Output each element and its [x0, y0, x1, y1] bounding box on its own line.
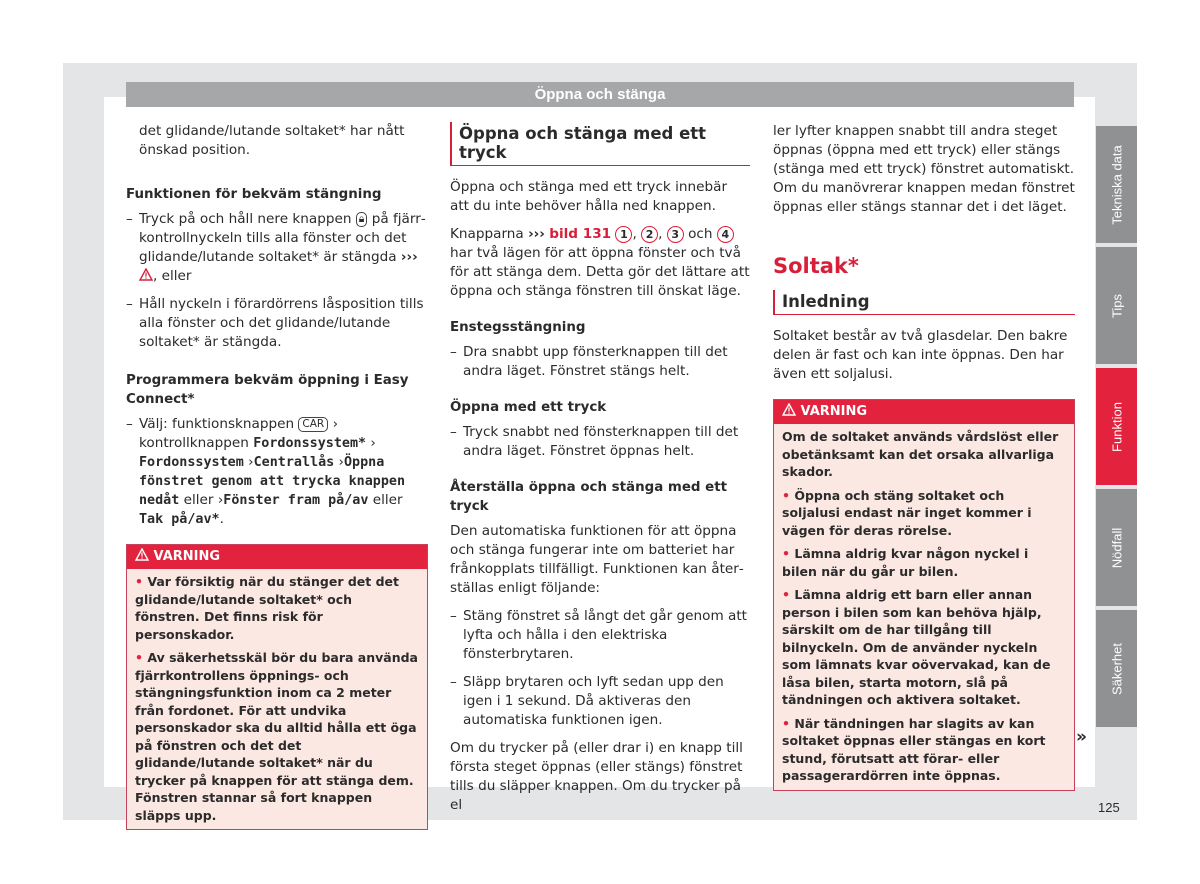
subheading: Återställa öppna och stänga med ett tryck	[450, 480, 728, 514]
menu-path-item: Centrallås	[253, 455, 335, 470]
paragraph: Knapparna ››› bild 131 1 , 2 , 3 och 4 har två lägen för att öppna fönster och två för att stänga dem. Detta gör det lättare att öppna och stänga fönstren till önskat läge.	[450, 226, 750, 299]
list-item: – Tryck snabbt ned fönsterknappen till det andra läget. Fönstret öppnas helt.	[450, 423, 750, 461]
callout-3: 3	[667, 226, 684, 243]
subheading: Enstegsstängning	[450, 320, 586, 335]
warning-bullet: • När tändningen har slagits av kan soltaket öppnas eller stängas en kort stund, förutsatt att förar- eller passagerardörren inte öppnas.	[782, 715, 1046, 783]
list-item: – Håll nyckeln i förardörrens låsposition tills alla fönster och det glidande/lutande soltaket* är stängda.	[126, 295, 428, 352]
callout-1: 1	[615, 226, 632, 243]
section-title: Öppna och stänga med ett tryck	[450, 122, 750, 166]
page-header: Öppna och stänga	[126, 82, 1074, 107]
paragraph: ler lyfter knappen snabbt till andra steget öppnas (öppna med ett tryck) eller stängs (stänga med ett tryck) fönstret automatiskt. Om du manövrerar knappen medan fönstret öppnas eller stängs stannar det i det läget.	[773, 123, 1075, 215]
menu-path-item: Tak på/av*	[139, 512, 220, 527]
list-item: – Tryck på och håll nere knappen 🔒︎ på fjärrkontrollnyckeln tills alla fönster och det glidande/lutande soltaket* är stängda ››› , eller	[126, 210, 428, 286]
warning-bullet: • Lämna aldrig kvar någon nyckel i bilen när du går ur bilen.	[782, 546, 1029, 579]
warning-bullet: • Lämna aldrig ett barn eller annan person i bilen som kan behöva hjälp, särskilt om de har tillgång till bilnyckeln. Om de använder nyckeln som lämnats kvar oövervakad, kan de låsa bilen, starta motorn, slå på tändningen och aktivera soltaket.	[782, 587, 1051, 707]
tab-funktion[interactable]: Funktion	[1096, 368, 1137, 485]
warning-header: VARNING	[774, 400, 1074, 424]
tab-nodfall[interactable]: Nödfall	[1096, 489, 1137, 606]
list-item: – Dra snabbt upp fönsterknappen till det andra läget. Fönstret stängs helt.	[450, 343, 750, 381]
tab-tips[interactable]: Tips	[1096, 247, 1137, 364]
menu-path-item: Fordonssystem	[139, 455, 244, 470]
warning-triangle-icon	[782, 403, 796, 416]
continue-arrow-icon[interactable]: »	[1076, 727, 1087, 747]
reference-arrow[interactable]: ›››	[528, 226, 545, 242]
paragraph: Soltaket består av två glasdelar. Den bakre delen är fast och kan inte öppnas. Den har även ett soljalusi.	[773, 328, 1068, 382]
car-key-icon: CAR	[298, 417, 328, 432]
menu-path-item: Öppna fönstret genom att trycka knappen nedåt	[139, 455, 406, 508]
warning-bullet: • Var försiktig när du stänger det det glidande/lutande soltaket* och fönstren. Det finns risk för personskador.	[135, 574, 399, 642]
column-1	[126, 122, 428, 830]
paragraph: Öppna och stänga med ett tryck innebär att du inte behöver hålla ned knappen.	[450, 179, 728, 214]
chapter-title: Soltak*	[773, 254, 859, 278]
callout-2: 2	[641, 226, 658, 243]
list-item: – Stäng fönstret så långt det går genom att lyfta och hålla i den elektriska fönsterbrytaren.	[450, 607, 750, 664]
subheading: Öppna med ett tryck	[450, 400, 607, 415]
warning-bullet: • Öppna och stäng soltaket och soljalusi endast när inget kommer i vägen för deras rörelse.	[782, 487, 1032, 538]
warning-bullet: • Av säkerhetsskäl bör du bara använda fjärrkontrollens öppnings- och stängningsfunktion inom ca 2 meter från fordonet. För att undvika personskador ska du alltid hålla ett öga på fönstren och det det glidande/lutande soltaket* när du trycker på knappen för att stänga dem. Fönstren stannar så fort knappen släpps upp.	[135, 650, 418, 823]
warning-triangle-icon	[135, 548, 149, 561]
paragraph: Den automatiska funktionen för att öppna och stänga fungerar inte om batteriet har frånkopplats tillfälligt. Funktionen kan återställas enligt följande:	[450, 523, 744, 596]
menu-path-item: Fordonssystem*	[253, 436, 367, 451]
page-number: 125	[1098, 800, 1120, 815]
column-2	[450, 122, 750, 824]
reference-arrow[interactable]: ›››	[400, 249, 418, 265]
tab-sakerhet[interactable]: Säkerhet	[1096, 610, 1137, 727]
menu-path-item: Fönster fram på/av	[223, 493, 369, 508]
warning-box	[126, 544, 428, 830]
subheading-easy-connect: Programmera bekväm öppning i Easy Connect*	[126, 373, 409, 407]
callout-4: 4	[717, 226, 734, 243]
column-3	[773, 122, 1075, 791]
lock-key-icon: 🔒︎	[356, 212, 368, 227]
warning-box	[773, 399, 1075, 791]
warning-triangle-icon[interactable]	[139, 268, 153, 281]
list-item: – Välj: funktionsknappen CAR › kontrollknappen Fordonssystem* › Fordonssystem ›Centrallås ›Öppna fönstret genom att trycka knappen nedåt eller ›Fönster fram på/av eller Tak på/av*.	[126, 415, 428, 529]
warning-header: VARNING	[127, 545, 427, 569]
figure-link[interactable]: bild 131	[549, 226, 612, 242]
subheading-convenience-close: Funktionen för bekväm stängning	[126, 187, 382, 202]
intro-text: det glidande/lutande soltaket* har nått önskad position.	[139, 123, 405, 158]
paragraph: Om du trycker på (eller drar i) en knapp till första steget öppnas (eller stängs) fönstret tills du släpper knappen. Om du trycker på el	[450, 740, 743, 813]
section-title: Inledning	[773, 290, 1075, 315]
warning-lead: Om de soltaket används vårdslöst eller obetänksamt kan det orsaka allvarliga skador.	[782, 429, 1059, 479]
tab-tekniska-data[interactable]: Tekniska data	[1096, 126, 1137, 243]
list-item: – Släpp brytaren och lyft sedan upp den igen i 1 sekund. Då aktiveras den automatiska funktionen igen.	[450, 673, 750, 730]
